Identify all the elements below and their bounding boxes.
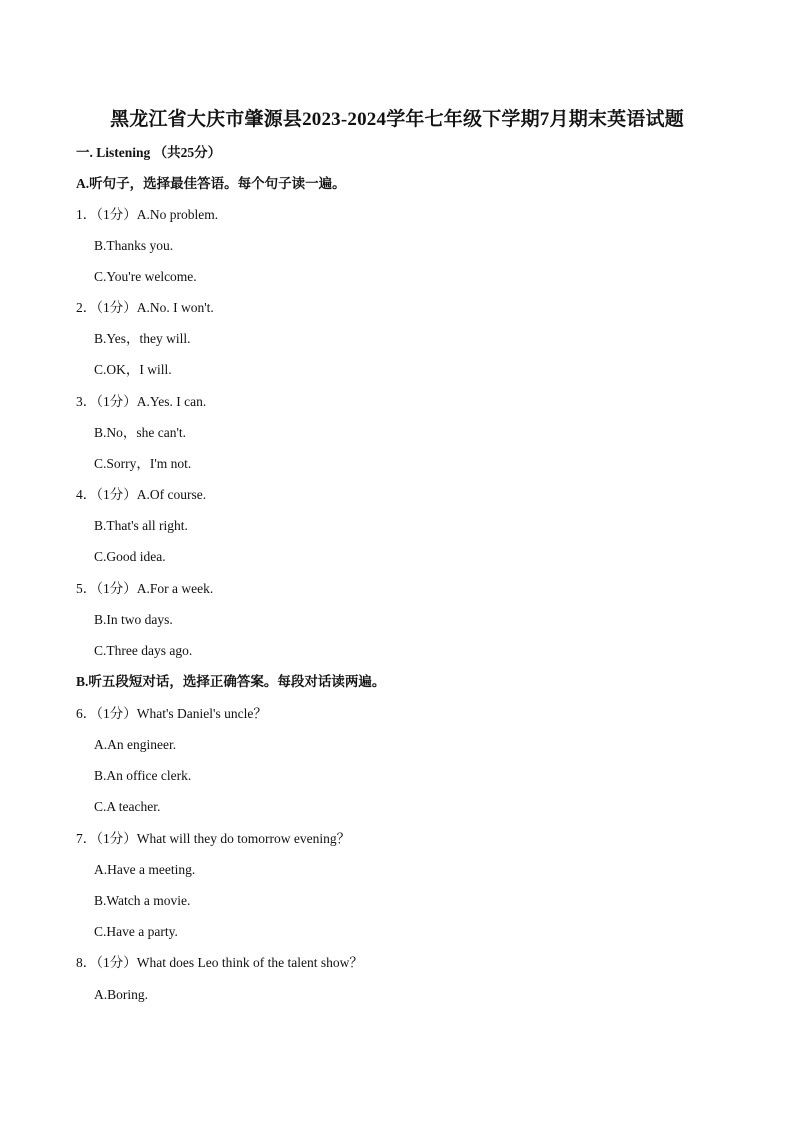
- page-title: 黑龙江省大庆市肇源县2023-2024学年七年级下学期7月期末英语试题: [110, 109, 684, 130]
- question-option: A.Boring.: [94, 987, 148, 1002]
- question-stem: 2．（1分）A.No. I won't.: [76, 300, 214, 315]
- question-option: B.No，she can't.: [94, 425, 187, 440]
- question-stem: 6．（1分）What's Daniel's uncle？: [76, 706, 267, 721]
- question-option: C.Have a party.: [94, 924, 178, 939]
- question-option: A.Have a meeting.: [94, 862, 196, 877]
- section-heading-listening: 一. Listening （共25分）: [76, 145, 222, 160]
- question-option: C.A teacher.: [94, 799, 161, 814]
- question-stem: 7．（1分）What will they do tomorrow evening？: [76, 831, 351, 846]
- part-a-heading: A.听句子，选择最佳答语。每个句子读一遍。: [76, 176, 346, 191]
- question-stem: 8．（1分）What does Leo think of the talent show？: [76, 955, 363, 970]
- question-option: C.Good idea.: [94, 549, 166, 564]
- question-option: A.An engineer.: [94, 737, 177, 752]
- question-option: C.Sorry，I'm not.: [94, 456, 192, 471]
- question-stem: 4．（1分）A.Of course.: [76, 487, 207, 502]
- question-stem: 5．（1分）A.For a week.: [76, 581, 214, 596]
- question-option: B.Watch a movie.: [94, 893, 191, 908]
- question-option: B.In two days.: [94, 612, 173, 627]
- question-option: B.Thanks you.: [94, 238, 174, 253]
- question-option: C.Three days ago.: [94, 643, 193, 658]
- question-option: B.That's all right.: [94, 518, 188, 533]
- part-b-heading: B.听五段短对话，选择正确答案。每段对话读两遍。: [76, 674, 386, 689]
- question-option: B.An office clerk.: [94, 768, 192, 783]
- question-option: C.You're welcome.: [94, 269, 197, 284]
- question-stem: 3．（1分）A.Yes. I can.: [76, 394, 207, 409]
- question-option: B.Yes，they will.: [94, 331, 191, 346]
- question-option: C.OK，I will.: [94, 362, 172, 377]
- question-stem: 1．（1分）A.No problem.: [76, 207, 219, 222]
